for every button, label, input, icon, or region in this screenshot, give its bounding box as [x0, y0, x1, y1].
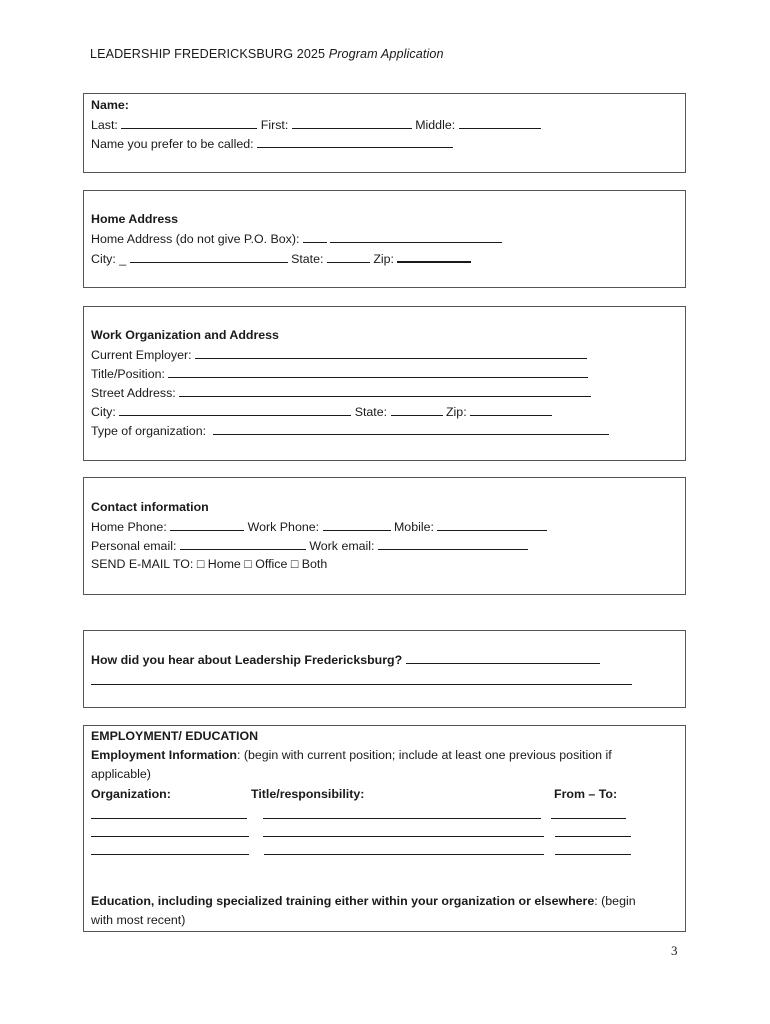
home-address-field-a[interactable] — [303, 231, 327, 243]
home-phone-field[interactable] — [170, 519, 244, 531]
home-state-label: State: — [291, 252, 324, 266]
dates-column-header: From – To: — [554, 787, 618, 801]
title-column-header: Title/responsibility: — [251, 787, 365, 801]
referral-field-line-2[interactable] — [91, 684, 632, 685]
work-phone-label: Work Phone: — [247, 520, 320, 534]
home-address-label: Home Address (do not give P.O. Box): — [91, 232, 300, 246]
referral-row — [91, 652, 600, 668]
mobile-label: Mobile: — [393, 520, 434, 534]
work-heading: Work Organization and Address — [91, 328, 279, 342]
home-checkbox[interactable]: □ — [196, 557, 205, 571]
name-row — [91, 117, 541, 133]
employment-heading: EMPLOYMENT/ EDUCATION — [91, 729, 259, 743]
education-text: : (begin — [594, 894, 636, 908]
title-position-label: Title/Position: — [91, 367, 165, 381]
work-email-field[interactable] — [378, 538, 528, 550]
employment-info-text-2: applicable) — [91, 767, 151, 781]
employment-org-field-1[interactable] — [91, 818, 247, 819]
referral-section — [83, 630, 686, 708]
name-section — [83, 93, 686, 173]
organization-type-row — [91, 423, 609, 439]
home-city-prefix: _ — [119, 252, 127, 266]
home-city-row — [91, 250, 471, 267]
home-address-section — [83, 190, 686, 288]
title-position-row — [91, 366, 588, 382]
preferred-name-field[interactable] — [257, 136, 453, 148]
preferred-name-row — [91, 136, 453, 152]
personal-email-field[interactable] — [180, 538, 306, 550]
referral-field[interactable] — [406, 652, 600, 664]
work-city-label: City: — [91, 405, 116, 419]
home-zip-field[interactable] — [397, 250, 471, 263]
home-phone-label: Home Phone: — [91, 520, 167, 534]
office-option-label: Office — [255, 557, 288, 571]
education-row — [91, 894, 636, 909]
header-subtitle: Program Application — [328, 47, 444, 61]
header-title: LEADERSHIP FREDERICKSBURG 2025 — [90, 47, 326, 61]
preferred-name-label: Name you prefer to be called: — [91, 137, 254, 151]
contact-section — [83, 477, 686, 595]
send-email-row — [91, 557, 327, 572]
work-email-label: Work email: — [309, 539, 375, 553]
page-header — [90, 47, 444, 61]
contact-heading: Contact information — [91, 500, 209, 514]
referral-question: How did you hear about Leadership Fredericksburg? — [91, 653, 403, 667]
home-address-row — [91, 231, 502, 247]
employment-org-field-2[interactable] — [91, 836, 249, 837]
work-city-row — [91, 404, 552, 420]
employer-row — [91, 347, 587, 363]
street-address-field[interactable] — [179, 385, 591, 397]
last-name-field[interactable] — [121, 117, 257, 129]
employment-org-field-3[interactable] — [91, 854, 249, 855]
home-address-heading: Home Address — [91, 212, 178, 226]
work-state-label: State: — [354, 405, 388, 419]
employment-title-field-2[interactable] — [263, 836, 544, 837]
employment-info-label: Employment Information — [91, 748, 237, 762]
street-address-label: Street Address: — [91, 386, 176, 400]
email-row — [91, 538, 528, 554]
first-name-label: First: — [260, 118, 289, 132]
home-city-field[interactable] — [130, 251, 288, 263]
home-city-label: City: — [91, 252, 116, 266]
work-phone-field[interactable] — [323, 519, 391, 531]
employer-field[interactable] — [195, 347, 587, 359]
phone-row — [91, 519, 547, 535]
work-organization-section — [83, 306, 686, 461]
organization-type-label: Type of organization: — [91, 424, 207, 438]
first-name-field[interactable] — [292, 117, 412, 129]
employment-title-field-1[interactable] — [263, 818, 541, 819]
employment-dates-field-1[interactable] — [551, 818, 626, 819]
work-state-field[interactable] — [391, 404, 443, 416]
education-label: Education, including specialized training either within your organization or elsewhere — [91, 894, 595, 908]
send-email-label: SEND E-MAIL TO: — [91, 557, 194, 571]
employer-label: Current Employer: — [91, 348, 192, 362]
last-name-label: Last: — [91, 118, 118, 132]
home-option-label: Home — [207, 557, 241, 571]
work-zip-field[interactable] — [470, 404, 552, 416]
title-position-field[interactable] — [168, 366, 588, 378]
employment-info-row — [91, 748, 612, 763]
office-checkbox[interactable]: □ — [244, 557, 252, 571]
street-address-row — [91, 385, 591, 401]
home-state-field[interactable] — [327, 251, 370, 263]
work-zip-label: Zip: — [445, 405, 467, 419]
both-option-label: Both — [301, 557, 328, 571]
middle-name-label: Middle: — [415, 118, 456, 132]
name-heading: Name: — [91, 98, 129, 112]
education-text-2: with most recent) — [91, 913, 186, 927]
mobile-field[interactable] — [437, 519, 547, 531]
employment-info-text: : (begin with current position; include at least one previous position if — [236, 748, 612, 762]
employment-education-section — [83, 725, 686, 932]
home-zip-label: Zip: — [373, 252, 394, 266]
personal-email-label: Personal email: — [91, 539, 177, 553]
both-checkbox[interactable]: □ — [290, 557, 299, 571]
home-address-field[interactable] — [330, 231, 502, 243]
page-number: 3 — [671, 943, 678, 958]
work-city-field[interactable] — [119, 404, 351, 416]
organization-type-field[interactable] — [213, 423, 609, 435]
employment-title-field-3[interactable] — [264, 854, 544, 855]
middle-name-field[interactable] — [459, 117, 541, 129]
employment-dates-field-2[interactable] — [555, 836, 631, 837]
organization-column-header: Organization: — [91, 787, 171, 801]
employment-dates-field-3[interactable] — [555, 854, 631, 855]
